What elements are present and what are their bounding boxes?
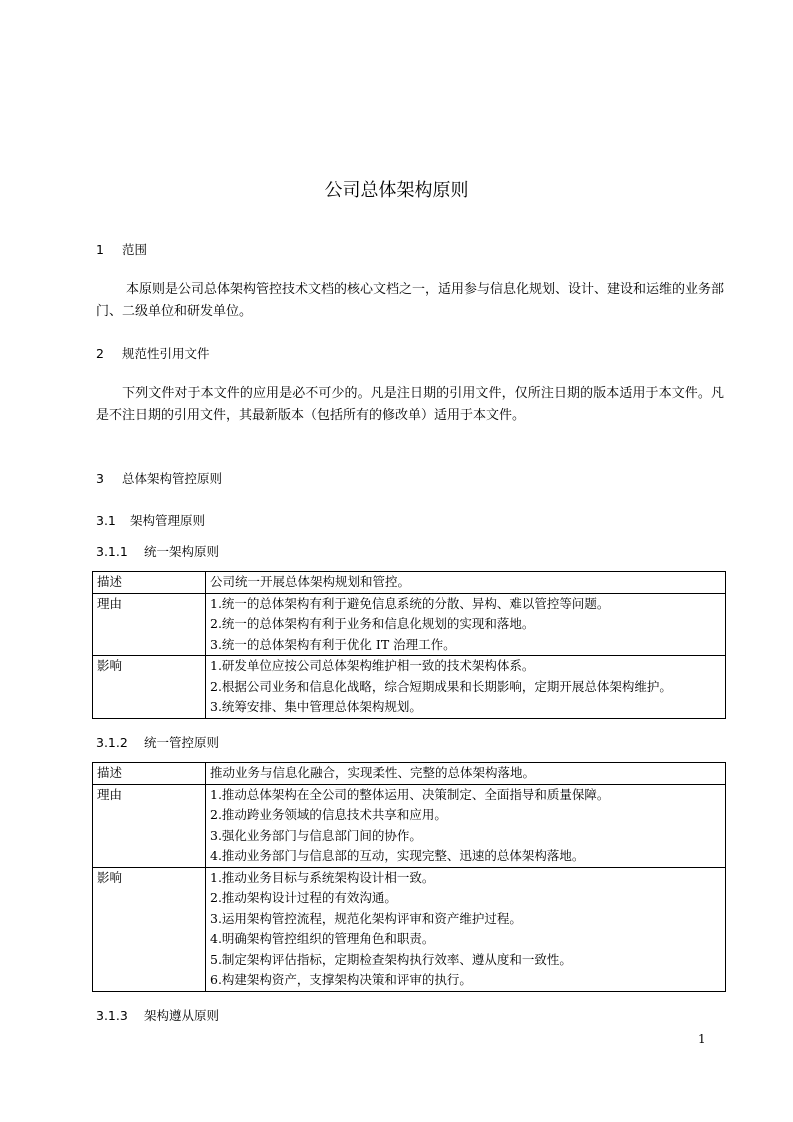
section-title: 架构遵从原则 [144, 1008, 220, 1023]
list-item: 3.统一的总体架构有利于优化 IT 治理工作。 [210, 636, 456, 652]
list-item: 6.构建架构资产，支撑架构决策和评审的执行。 [210, 972, 472, 987]
list-item: 1.推动总体架构在全公司的整体运用、决策制定、全面指导和质量保障。 [210, 786, 610, 802]
section-heading-3-1-2 [96, 733, 219, 751]
row-label: 影响 [93, 867, 206, 991]
list-item: 4.明确架构管控组织的管理角色和职责。 [210, 931, 435, 946]
section-title: 统一架构原则 [144, 544, 220, 559]
section-number: 3 [96, 471, 104, 486]
row-label: 描述 [93, 763, 206, 785]
section-title: 范围 [122, 242, 148, 257]
table-row [93, 593, 726, 656]
principle-table-unified-architecture [92, 571, 726, 719]
row-label: 理由 [93, 784, 206, 867]
table-row [93, 784, 726, 867]
list-item: 3.强化业务部门与信息部门间的协作。 [210, 827, 422, 843]
section-heading-3-1-1 [96, 542, 219, 560]
list-item: 2.推动架构设计过程的有效沟通。 [210, 890, 397, 905]
section-title: 总体架构管控原则 [122, 471, 223, 486]
section-heading-3-1-3 [96, 1006, 219, 1024]
list-item: 3.运用架构管控流程，规范化架构评审和资产维护过程。 [210, 910, 522, 926]
row-content: 公司统一开展总体架构规划和管控。 [206, 572, 726, 594]
section-heading-2 [96, 344, 210, 362]
list-item: 2.推动跨业务领域的信息技术共享和应用。 [210, 807, 447, 822]
paragraph-references: 下列文件对于本文件的应用是必不可少的。凡是注日期的引用文件，仅所注日期的版本适用于本文件。凡是不注日期的引用文件，其最新版本（包括所有的修改单）适用于本文件。 [96, 386, 724, 423]
list-item: 3.统筹安排、集中管理总体架构规划。 [210, 699, 422, 714]
list-item: 4.推动业务部门与信息部的互动，实现完整、迅速的总体架构落地。 [210, 848, 585, 863]
list-item: 1.推动业务目标与系统架构设计相一致。 [210, 869, 435, 885]
list-item: 2.统一的总体架构有利于业务和信息化规划的实现和落地。 [210, 616, 535, 631]
row-content [206, 784, 726, 867]
document-title: 公司总体架构原则 [324, 180, 469, 201]
table-row [93, 763, 726, 785]
section-title: 规范性引用文件 [122, 346, 210, 361]
page-number: 1 [698, 1032, 706, 1046]
section-number: 2 [96, 346, 104, 361]
table-row [93, 656, 726, 719]
list-item: 1.统一的总体架构有利于避免信息系统的分散、异构、难以管控等问题。 [210, 595, 610, 611]
list-item: 5.制定架构评估指标，定期检查架构执行效率、遵从度和一致性。 [210, 951, 572, 967]
section-number: 3.1.1 [96, 544, 128, 559]
table-row [93, 867, 726, 991]
row-label: 影响 [93, 656, 206, 719]
section-number: 1 [96, 242, 104, 257]
row-content [206, 593, 726, 656]
section-heading-3-1 [96, 511, 205, 529]
section-title: 统一管控原则 [144, 735, 220, 750]
row-content: 推动业务与信息化融合，实现柔性、完整的总体架构落地。 [206, 763, 726, 785]
section-number: 3.1.2 [96, 735, 128, 750]
row-label: 描述 [93, 572, 206, 594]
list-item: 1.研发单位应按公司总体架构维护相一致的技术架构体系。 [210, 658, 535, 673]
principle-table-unified-control [92, 762, 726, 992]
row-content [206, 867, 726, 991]
table-row [93, 572, 726, 594]
list-item: 2.根据公司业务和信息化战略，综合短期成果和长期影响，定期开展总体架构维护。 [210, 678, 672, 694]
section-number: 3.1.3 [96, 1008, 128, 1023]
row-label: 理由 [93, 593, 206, 656]
row-content [206, 656, 726, 719]
section-heading-1 [96, 240, 147, 258]
section-heading-3 [96, 469, 222, 487]
section-number: 3.1 [96, 513, 116, 528]
section-title: 架构管理原则 [130, 513, 206, 528]
paragraph-scope: 本原则是公司总体架构管控技术文档的核心文档之一，适用参与信息化规划、设计、建设和运维的业务部门、二级单位和研发单位。 [96, 282, 725, 319]
